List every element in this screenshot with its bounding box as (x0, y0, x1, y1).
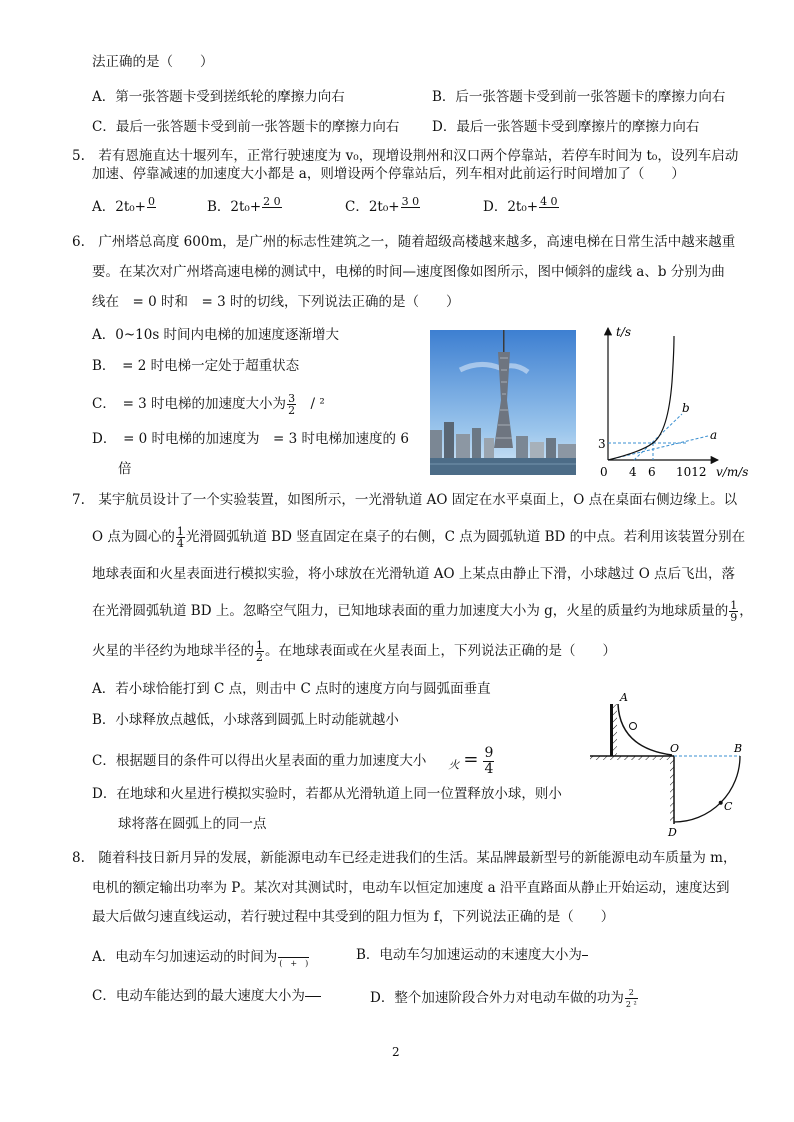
y-tick-3: 3 (598, 437, 606, 451)
q7-stem-line4: 在光滑圆弧轨道 BD 上。忽略空气阻力，已知地球表面的重力加速度大小为 g，火星的质量约为地球质量的 $\frac{1}{9}$ ， (92, 599, 753, 624)
x-axis-label: v/m/s (716, 465, 749, 479)
tv-curve (608, 336, 674, 460)
q5-stem-line1: 5. 若有恩施直达十堰列车，正常行驶速度为 v₀，现增设荆州和汉口两个停靠站，若停车时间为 t₀，设列车启动 (72, 148, 739, 164)
q5-option-b: B．2t₀+ 2 0 (207, 195, 281, 215)
q5-option-c: C．2t₀+ 3 0 (345, 195, 420, 215)
label-B: B (734, 742, 743, 755)
q7-stem-line3: 地球表面和火星表面进行模拟实验，将小球放在光滑轨道 AO 上某点由静止下滑，小球越过 O 点后飞出，落 (92, 566, 736, 582)
q4-option-c: C．最后一张答题卡受到前一张答题卡的摩擦力向右 (92, 119, 400, 135)
label-D: D (668, 826, 677, 839)
q7-option-d-cont: 球将落在圆弧上的同一点 (118, 816, 267, 832)
q4-option-b: B．后一张答题卡受到前一张答题卡的摩擦力向右 (432, 89, 726, 105)
q8-stem-line3: 最大后做匀速直线运动，若行驶过程中其受到的阻力恒为 f，下列说法正确的是（ ） (92, 909, 615, 925)
q5-stem-line2: 加速、停靠减速的加速度大小都是 a，则增设两个停靠站后，列车相对此前运行时间增加了（ ） (92, 166, 685, 182)
q8-option-a: A．电动车匀加速运动的时间为 ( + ) (92, 946, 310, 969)
q7-stem-line5: 火星的半径约为地球半径的 $\frac{1}{2}$ 。在地球表面或在火星表面上，下列说法正确的是（ ） (92, 639, 616, 664)
q5-option-d: D．2t₀+ 4 0 (483, 195, 558, 215)
q6-option-b: B． = 2 时电梯一定处于超重状态 (92, 358, 300, 374)
y-axis-label: t/s (616, 325, 632, 339)
q6-option-d-cont: 倍 (118, 461, 132, 477)
q8-option-c: C．电动车能达到的最大速度大小为 (92, 987, 321, 1005)
x-tick-4: 4 (629, 465, 637, 479)
label-A: A (620, 691, 628, 704)
label-O: O (670, 742, 680, 755)
q7-option-d: D．在地球和火星进行模拟实验时，若都从光滑轨道上同一位置释放小球，则小 (92, 786, 562, 802)
q6-option-c: C． = 3 时电梯的加速度大小为 $\frac{3}{2}$ / ² (92, 392, 325, 417)
q8-option-b: B．电动车匀加速运动的末速度大小为 (356, 946, 588, 964)
q4-stem-tail: 法正确的是（ ） (92, 54, 214, 70)
q7-stem-line2: O 点为圆心的 $\frac{1}{4}$ 光滑圆弧轨道 BD 竖直固定在桌子的右侧，C 点为圆弧轨道 BD 的中点。若利用该装置分别在 (92, 525, 746, 550)
x-tick-6: 6 (648, 465, 656, 479)
tangent-b-label: b (682, 401, 690, 415)
tangent-a-label: a (710, 428, 718, 442)
q5-option-a: A．2t₀+ 0 (92, 195, 155, 215)
q6-option-d: D． = 0 时电梯的加速度为 = 3 时电梯加速度的 6 (92, 431, 409, 447)
q6-stem-line3: 线在 = 0 时和 = 3 时的切线，下列说法正确的是（ ） (92, 294, 460, 310)
q8-stem-line2: 电机的额定输出功率为 P。某次对其测试时，电动车以恒定加速度 a 沿平直路面从静止开始运动，速度达到 (92, 880, 730, 896)
q7-option-b: B．小球释放点越低，小球落到圆弧上时动能就越小 (92, 712, 399, 728)
q6-stem-line1: 6. 广州塔总高度 600m，是广州的标志性建筑之一，随着超级高楼越来越多，高速电梯在日常生活中越来越重 (72, 234, 736, 250)
q8-stem-line1: 8. 随着科技日新月异的发展，新能源电动车已经走进我们的生活。某品牌最新型号的新能源电动车质量为 m， (72, 850, 737, 866)
canton-tower-photo (430, 330, 576, 475)
q7-option-a: A．若小球恰能打到 C 点，则击中 C 点时的速度方向与圆弧面垂直 (92, 681, 491, 697)
q7-apparatus-figure (588, 690, 768, 840)
origin-label: 0 (600, 465, 608, 479)
q8-option-d: D．整个加速阶段合外力对电动车做的功为 $\frac{2}{\text{2 ²}}$ (370, 988, 637, 1009)
page-number: 2 (392, 1045, 400, 1059)
q6-tv-graph (596, 322, 756, 482)
q4-option-a: A．第一张答题卡受到搓纸轮的摩擦力向右 (92, 89, 345, 105)
ball (630, 723, 637, 730)
q6-option-a: A．0~10s 时间内电梯的加速度逐渐增大 (92, 327, 340, 343)
q6-stem-line2: 要。在某次对广州塔高速电梯的测试中，电梯的时间—速度图像如图所示，图中倾斜的虚线 a、b 分别为曲 (92, 264, 725, 280)
x-tick-1012: 1012 (676, 465, 707, 479)
label-C: C (724, 800, 733, 813)
q7-option-c: C．根据题目的条件可以得出火星表面的重力加速度大小 $_火$ = $\frac{9}{4}$ (92, 745, 494, 777)
q4-option-d: D．最后一张答题卡受到摩擦片的摩擦力向右 (432, 119, 700, 135)
q7-stem-line1: 7. 某宇航员设计了一个实验装置，如图所示，一光滑轨道 AO 固定在水平桌面上，O 点在桌面右侧边缘上。以 (72, 492, 738, 508)
